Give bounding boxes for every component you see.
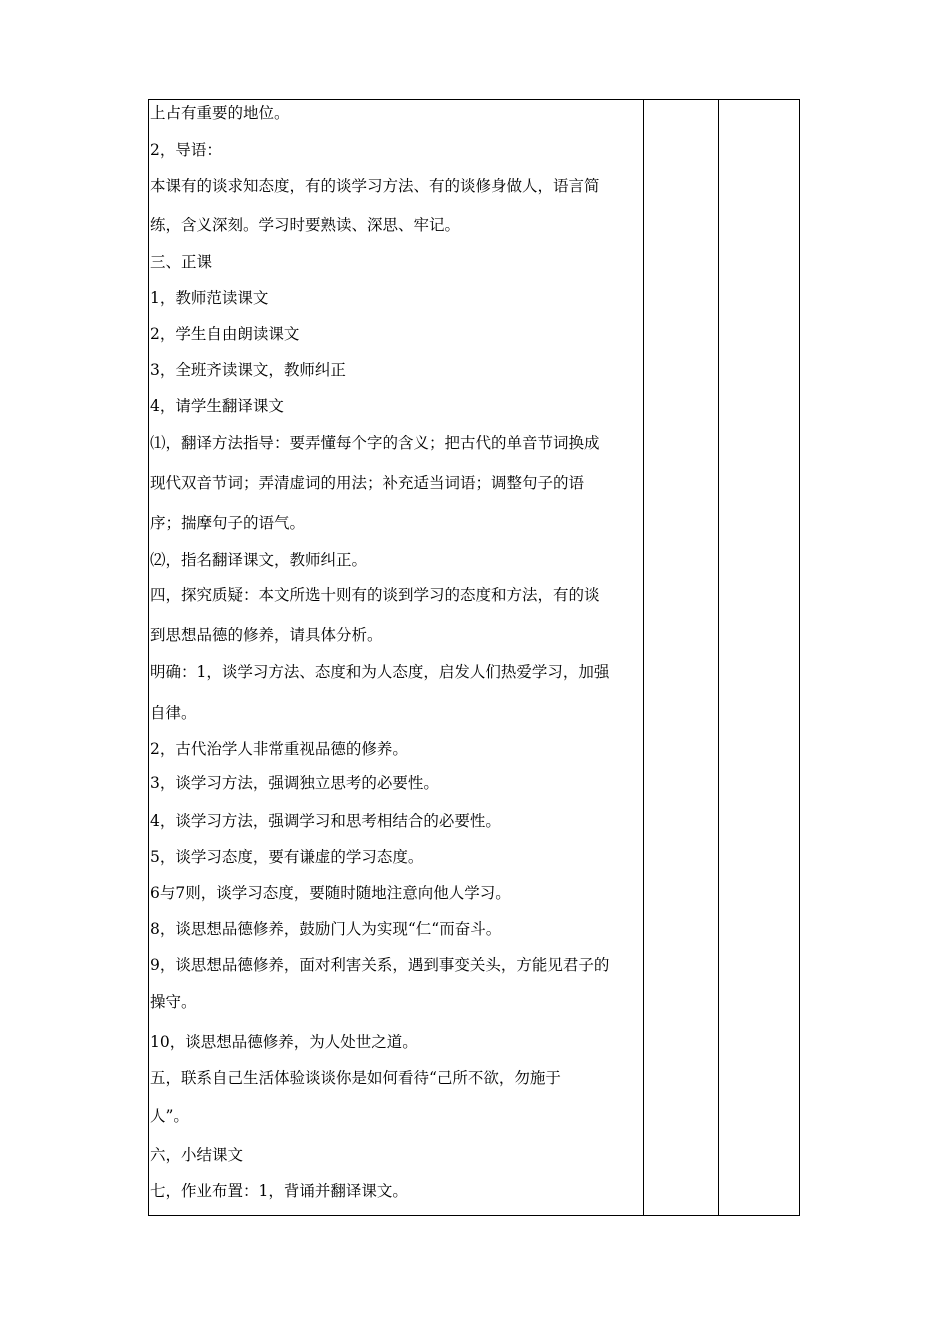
- text-line: 2，学生自由朗读课文: [150, 325, 300, 343]
- text-line: 5，谈学习态度，要有谦虚的学习态度。: [150, 848, 424, 866]
- empty-cell: [644, 100, 718, 1215]
- text-line: 1，教师范读课文: [150, 289, 269, 307]
- text-line: 10，谈思想品德修养，为人处世之道。: [150, 1033, 418, 1051]
- text-line: 七，作业布置：1，背诵并翻译课文。: [150, 1182, 408, 1200]
- text-line: 4，谈学习方法，强调学习和思考相结合的必要性。: [150, 812, 501, 830]
- lesson-plan-table: [148, 99, 800, 1216]
- text-line: 人”。: [150, 1107, 189, 1125]
- text-line: 6与7则，谈学习态度，要随时随地注意向他人学习。: [150, 884, 511, 902]
- text-line: 本课有的谈求知态度，有的谈学习方法、有的谈修身做人，语言简: [150, 177, 600, 195]
- text-line: 三、正课: [150, 253, 213, 271]
- text-line: 五，联系自己生活体验谈谈你是如何看待“己所不欲，勿施于: [150, 1069, 561, 1087]
- text-line: 练，含义深刻。学习时要熟读、深思、牢记。: [150, 216, 461, 234]
- text-line: ⑴，翻译方法指导：要弄懂每个字的含义；把古代的单音节词换成: [150, 434, 600, 452]
- text-line: 2，古代治学人非常重视品德的修养。: [150, 740, 408, 758]
- text-line: 到思想品德的修养，请具体分析。: [150, 626, 383, 644]
- text-line: 序；揣摩句子的语气。: [150, 514, 306, 532]
- text-line: 上占有重要的地位。: [150, 104, 290, 122]
- text-line: 自律。: [150, 704, 197, 722]
- empty-cell: [719, 100, 799, 1215]
- text-line: 现代双音节词；弄清虚词的用法；补充适当词语；调整句子的语: [150, 474, 585, 492]
- lesson-content-cell: [149, 100, 643, 1215]
- text-line: 9，谈思想品德修养，面对利害关系，遇到事变关头，方能见君子的: [150, 956, 610, 974]
- text-line: 2，导语：: [150, 141, 222, 159]
- text-line: 3，谈学习方法，强调独立思考的必要性。: [150, 774, 439, 792]
- text-line: 8，谈思想品德修养，鼓励门人为实现“仁“而奋斗。: [150, 920, 502, 938]
- text-line: 4，请学生翻译课文: [150, 397, 284, 415]
- text-line: 六，小结课文: [150, 1146, 244, 1164]
- text-line: ⑵，指名翻译课文，教师纠正。: [150, 551, 368, 569]
- text-line: 四，探究质疑：本文所选十则有的谈到学习的态度和方法，有的谈: [150, 586, 600, 604]
- text-line: 3，全班齐读课文，教师纠正: [150, 361, 346, 379]
- text-line: 操守。: [150, 993, 197, 1011]
- text-line: 明确：1，谈学习方法、态度和为人态度，启发人们热爱学习，加强: [150, 663, 610, 681]
